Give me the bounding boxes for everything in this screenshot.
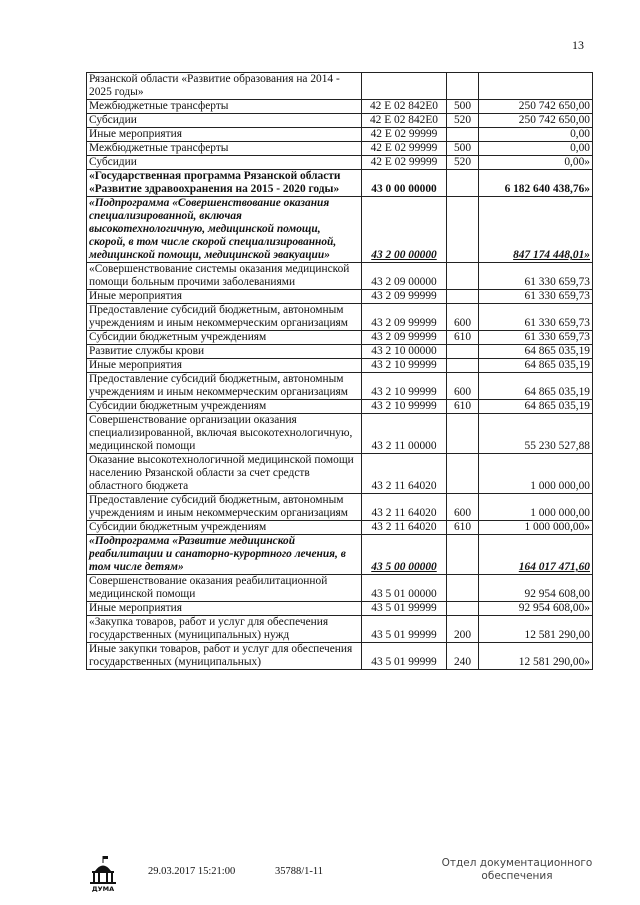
cell-sum	[479, 73, 593, 100]
cell-sum: 847 174 448,01»	[479, 197, 593, 263]
table-row	[87, 331, 593, 345]
duma-logo-icon	[88, 854, 118, 892]
cell-sum: 64 865 035,19	[479, 400, 593, 414]
cell-expense-type: 600	[447, 494, 479, 521]
cell-expense-type	[447, 454, 479, 494]
cell-name: Совершенствование оказания реабилитационной медицинской помощи	[87, 575, 362, 602]
cell-sum: 0,00	[479, 142, 593, 156]
cell-name: Субсидии бюджетным учреждениям	[87, 521, 362, 535]
cell-name: Оказание высокотехнологичной медицинской помощи населению Рязанской области за счет средств областного бюджета	[87, 454, 362, 494]
cell-code: 43 5 01 99999	[362, 602, 447, 616]
cell-code: 43 2 10 99999	[362, 373, 447, 400]
cell-name: Межбюджетные трансферты	[87, 142, 362, 156]
cell-name: Предоставление субсидий бюджетным, автономным учреждениям и иным некоммерческим организациям	[87, 304, 362, 331]
cell-sum: 64 865 035,19	[479, 373, 593, 400]
cell-name: Предоставление субсидий бюджетным, автономным учреждениям и иным некоммерческим организациям	[87, 373, 362, 400]
cell-expense-type: 520	[447, 114, 479, 128]
cell-name: «Подпрограмма «Совершенствование оказания специализированной, включая высокотехнологичную, медицинской помощи, скорой, в том числе скорой специализированной, медицинской помощи, медицинской эвакуации»	[87, 197, 362, 263]
cell-sum: 92 954 608,00	[479, 575, 593, 602]
footer-doc-id: 35788/1-11	[275, 866, 324, 877]
cell-code: 43 2 09 99999	[362, 331, 447, 345]
table-row	[87, 602, 593, 616]
cell-code: 43 2 11 64020	[362, 521, 447, 535]
cell-code: 42 Е 02 842Е0	[362, 114, 447, 128]
cell-expense-type	[447, 197, 479, 263]
cell-name: Иные мероприятия	[87, 128, 362, 142]
table-row	[87, 454, 593, 494]
cell-code: 43 2 10 99999	[362, 359, 447, 373]
cell-code	[362, 73, 447, 100]
table-row	[87, 359, 593, 373]
cell-name: Субсидии бюджетным учреждениям	[87, 400, 362, 414]
cell-sum: 12 581 290,00»	[479, 643, 593, 670]
cell-sum: 250 742 650,00	[479, 114, 593, 128]
cell-sum: 64 865 035,19	[479, 359, 593, 373]
table-row	[87, 114, 593, 128]
budget-table-body	[87, 73, 593, 670]
table-row	[87, 73, 593, 100]
cell-name: Предоставление субсидий бюджетным, автономным учреждениям и иным некоммерческим организациям	[87, 494, 362, 521]
table-row	[87, 142, 593, 156]
cell-name: «Подпрограмма «Развитие медицинской реабилитации и санаторно-курортного лечения, в том числе детям»	[87, 535, 362, 575]
table-row	[87, 400, 593, 414]
cell-expense-type	[447, 290, 479, 304]
cell-expense-type	[447, 575, 479, 602]
cell-code: 42 Е 02 842Е0	[362, 100, 447, 114]
table-row	[87, 535, 593, 575]
cell-name: Иные закупки товаров, работ и услуг для обеспечения государственных (муниципальных)	[87, 643, 362, 670]
cell-expense-type	[447, 535, 479, 575]
cell-name: Субсидии	[87, 114, 362, 128]
cell-name: «Совершенствование системы оказания медицинской помощи больным прочими заболеваниями	[87, 263, 362, 290]
table-row	[87, 414, 593, 454]
table-row	[87, 345, 593, 359]
cell-expense-type: 610	[447, 331, 479, 345]
cell-expense-type: 520	[447, 156, 479, 170]
cell-sum: 92 954 608,00»	[479, 602, 593, 616]
table-row	[87, 643, 593, 670]
cell-sum: 12 581 290,00	[479, 616, 593, 643]
cell-expense-type	[447, 345, 479, 359]
cell-code: 42 Е 02 99999	[362, 156, 447, 170]
cell-name: Совершенствование организации оказания специализированной, включая высокотехнологичную, медицинской помощи	[87, 414, 362, 454]
table-row	[87, 263, 593, 290]
table-row	[87, 575, 593, 602]
cell-code: 43 2 11 00000	[362, 414, 447, 454]
cell-expense-type: 200	[447, 616, 479, 643]
cell-code: 43 2 11 64020	[362, 454, 447, 494]
cell-code: 43 5 00 00000	[362, 535, 447, 575]
cell-sum: 0,00»	[479, 156, 593, 170]
table-row	[87, 290, 593, 304]
table-row	[87, 616, 593, 643]
cell-name: Субсидии бюджетным учреждениям	[87, 331, 362, 345]
stamp-line-2: обеспечения	[481, 870, 553, 882]
table-row	[87, 304, 593, 331]
logo-text: ДУМА	[91, 885, 115, 892]
cell-code: 43 2 00 00000	[362, 197, 447, 263]
cell-code: 43 2 11 64020	[362, 494, 447, 521]
cell-expense-type: 240	[447, 643, 479, 670]
cell-sum: 1 000 000,00	[479, 454, 593, 494]
cell-sum: 6 182 640 438,76»	[479, 170, 593, 197]
cell-code: 43 5 01 00000	[362, 575, 447, 602]
cell-sum: 1 000 000,00	[479, 494, 593, 521]
cell-name: Иные мероприятия	[87, 359, 362, 373]
cell-name: Иные мероприятия	[87, 602, 362, 616]
page-number: 13	[572, 38, 584, 52]
cell-sum: 250 742 650,00	[479, 100, 593, 114]
cell-sum: 61 330 659,73	[479, 331, 593, 345]
cell-code: 43 5 01 99999	[362, 616, 447, 643]
cell-expense-type	[447, 602, 479, 616]
table-row	[87, 128, 593, 142]
cell-code: 43 2 10 00000	[362, 345, 447, 359]
cell-sum: 1 000 000,00»	[479, 521, 593, 535]
table-row	[87, 100, 593, 114]
cell-expense-type: 600	[447, 304, 479, 331]
cell-name: Развитие службы крови	[87, 345, 362, 359]
cell-code: 43 5 01 99999	[362, 643, 447, 670]
table-row	[87, 156, 593, 170]
cell-name: Субсидии	[87, 156, 362, 170]
cell-expense-type: 500	[447, 100, 479, 114]
table-row	[87, 494, 593, 521]
table-row	[87, 521, 593, 535]
cell-code: 43 2 09 00000	[362, 263, 447, 290]
stamp-line-1: Отдел документационного	[441, 857, 593, 869]
table-row	[87, 373, 593, 400]
table-row	[87, 170, 593, 197]
cell-expense-type	[447, 170, 479, 197]
cell-expense-type	[447, 414, 479, 454]
cell-sum: 61 330 659,73	[479, 263, 593, 290]
table-row	[87, 197, 593, 263]
cell-name: «Государственная программа Рязанской области «Развитие здравоохранения на 2015 - 2020 годы»	[87, 170, 362, 197]
cell-expense-type	[447, 128, 479, 142]
cell-code: 43 0 00 00000	[362, 170, 447, 197]
cell-code: 42 Е 02 99999	[362, 142, 447, 156]
footer-date: 29.03.2017 15:21:00	[148, 866, 236, 877]
cell-expense-type	[447, 73, 479, 100]
cell-sum: 61 330 659,73	[479, 290, 593, 304]
cell-expense-type: 610	[447, 400, 479, 414]
cell-name: «Закупка товаров, работ и услуг для обеспечения государственных (муниципальных) нужд	[87, 616, 362, 643]
cell-sum: 164 017 471,60	[479, 535, 593, 575]
cell-sum: 64 865 035,19	[479, 345, 593, 359]
cell-sum: 55 230 527,88	[479, 414, 593, 454]
cell-name: Рязанской области «Развитие образования на 2014 - 2025 годы»	[87, 73, 362, 100]
cell-code: 43 2 09 99999	[362, 304, 447, 331]
budget-table	[86, 72, 593, 670]
cell-name: Межбюджетные трансферты	[87, 100, 362, 114]
cell-code: 42 Е 02 99999	[362, 128, 447, 142]
department-stamp	[437, 857, 597, 883]
cell-code: 43 2 10 99999	[362, 400, 447, 414]
cell-sum: 0,00	[479, 128, 593, 142]
cell-expense-type: 500	[447, 142, 479, 156]
cell-name: Иные мероприятия	[87, 290, 362, 304]
cell-expense-type: 600	[447, 373, 479, 400]
cell-expense-type	[447, 359, 479, 373]
cell-expense-type: 610	[447, 521, 479, 535]
cell-expense-type	[447, 263, 479, 290]
cell-sum: 61 330 659,73	[479, 304, 593, 331]
cell-code: 43 2 09 99999	[362, 290, 447, 304]
